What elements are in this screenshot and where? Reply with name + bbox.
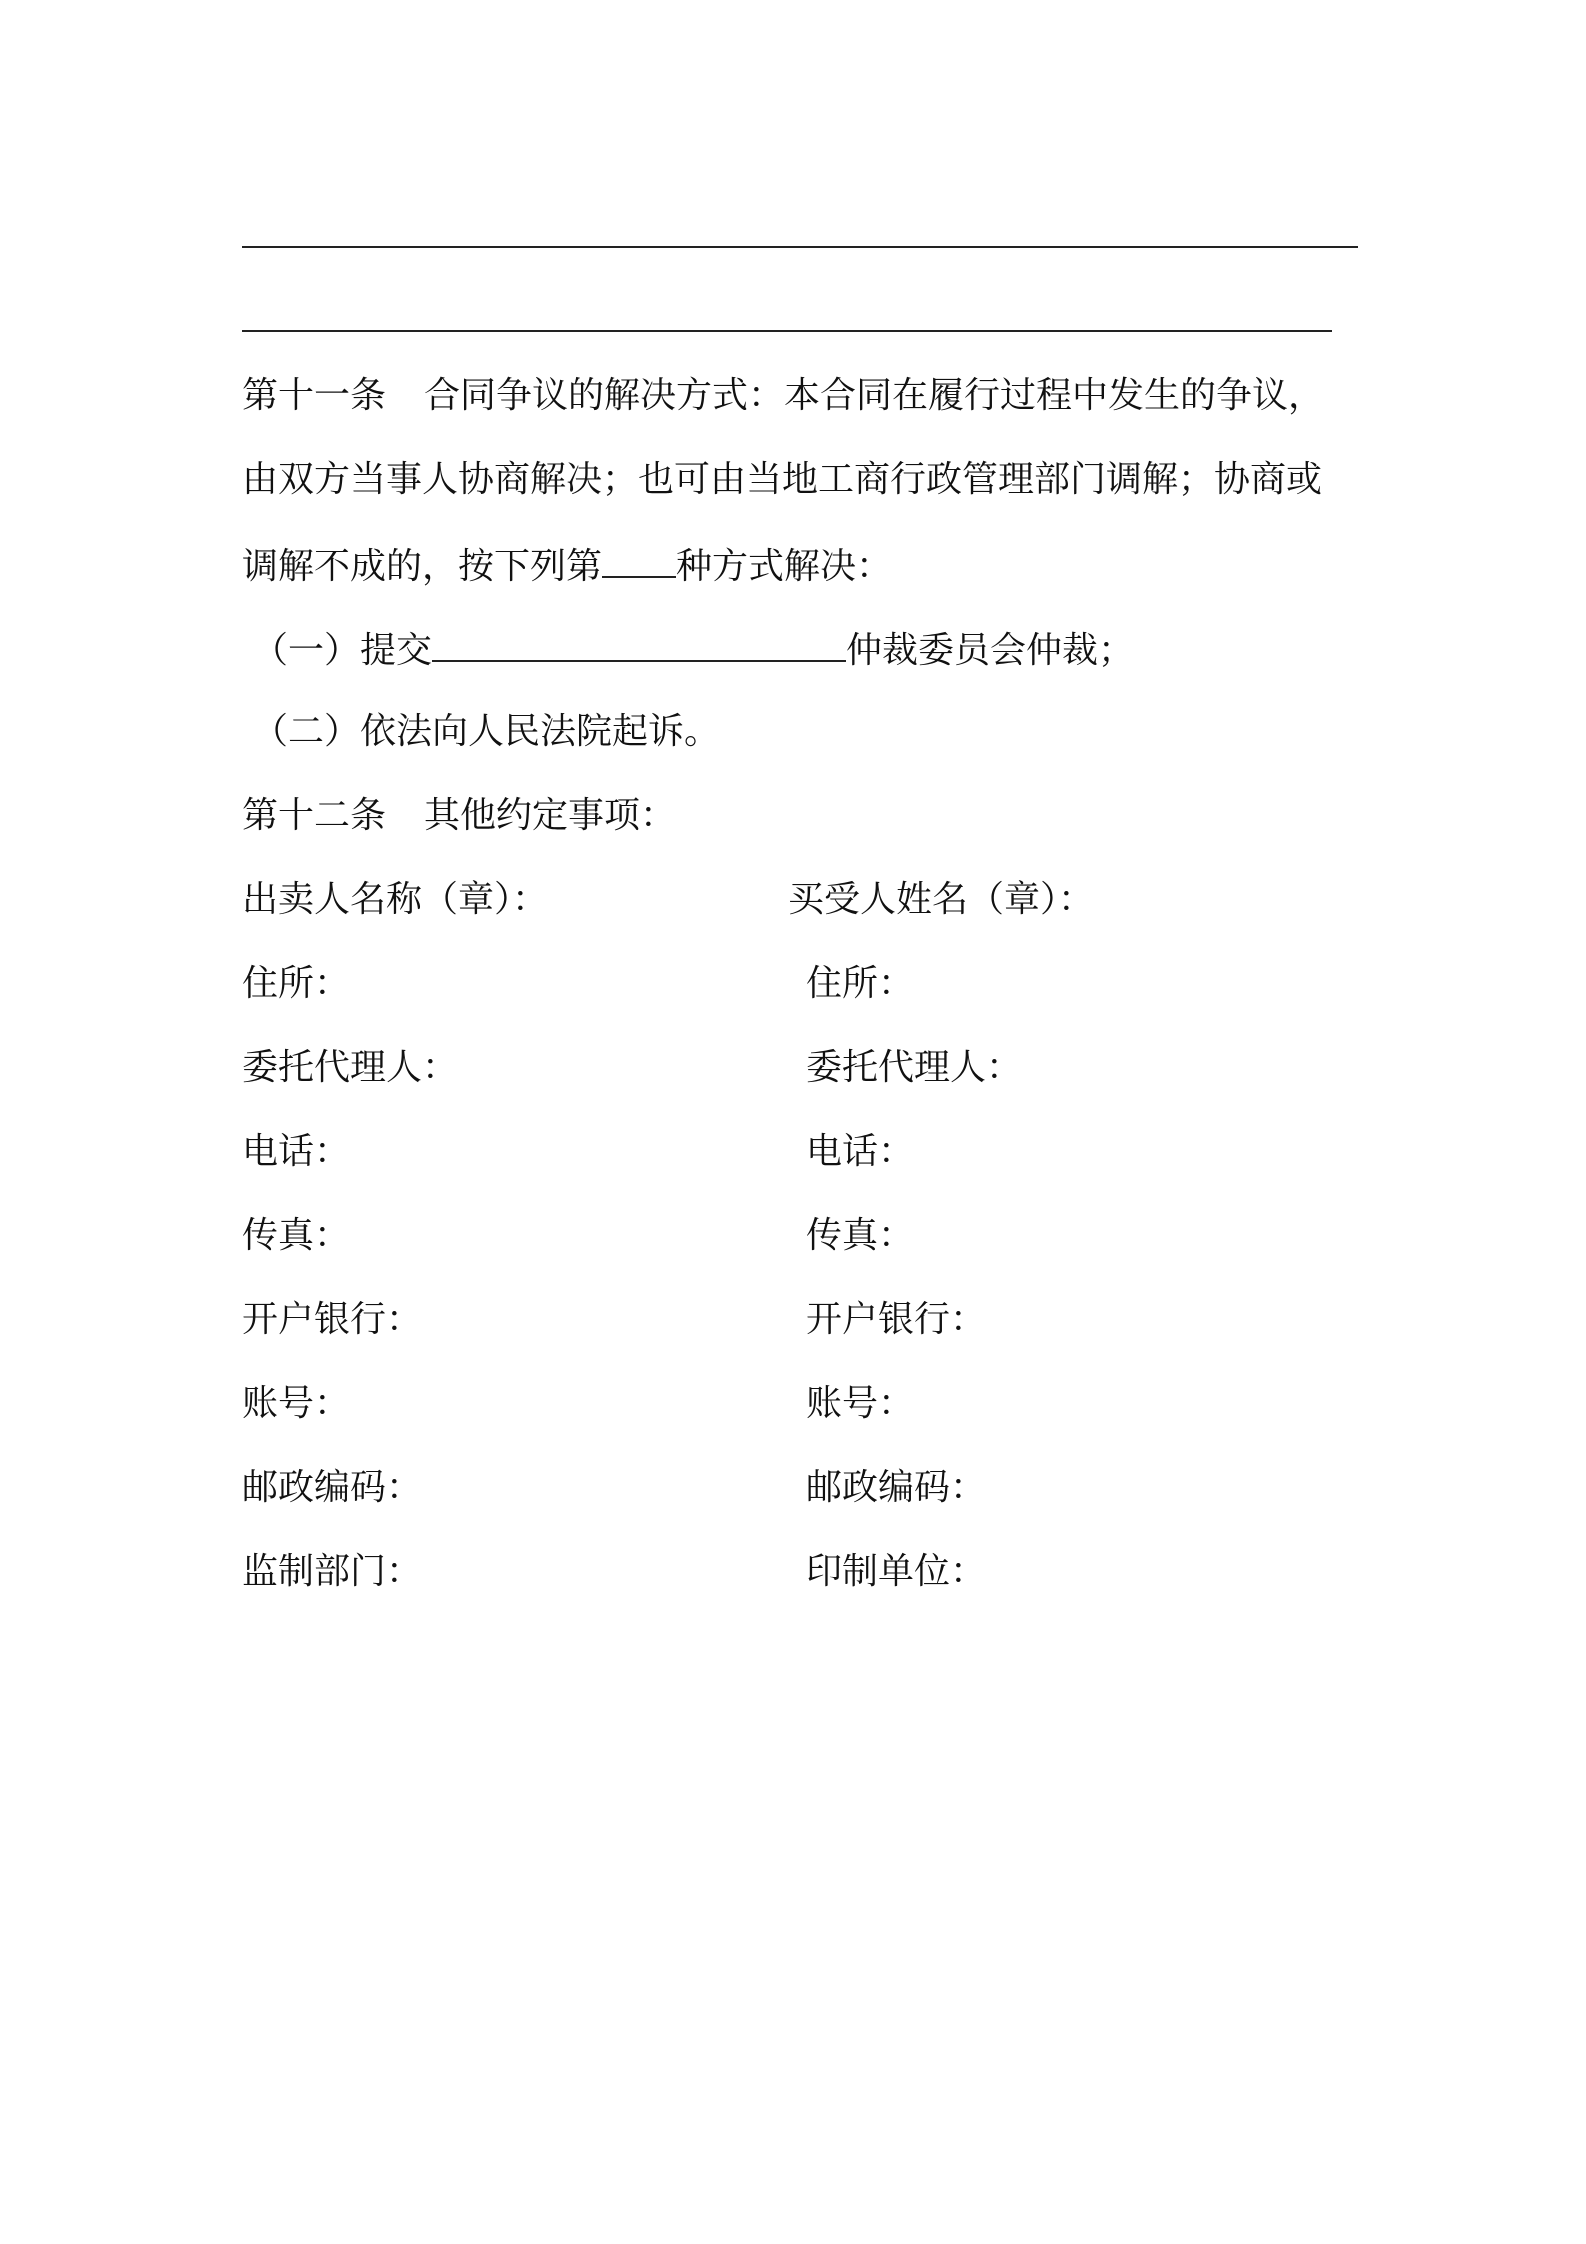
buyer-address-label: 住所： <box>806 963 915 1004</box>
article-11-heading: 第十一条 <box>242 375 387 416</box>
article-11-option-1 <box>252 626 1134 673</box>
article-11-text-3b: 种方式解决： <box>676 546 893 587</box>
seller-fax-label: 传真： <box>242 1215 351 1256</box>
seller-postcode-label: 邮政编码： <box>242 1467 423 1508</box>
buyer-bank-label: 开户银行： <box>806 1299 987 1340</box>
article-11-line-1 <box>242 374 1324 418</box>
seller-bank-label: 开户银行： <box>242 1299 423 1340</box>
seller-address-label: 住所： <box>242 963 351 1004</box>
option-1-prefix: （一）提交 <box>252 630 433 671</box>
article-11-text-1: 合同争议的解决方式：本合同在履行过程中发生的争议， <box>424 375 1325 416</box>
article-12-text: 其他约定事项： <box>424 795 677 836</box>
printer-label: 印制单位： <box>806 1551 987 1592</box>
buyer-fax-label: 传真： <box>806 1215 915 1256</box>
blank-line-1 <box>242 246 1358 248</box>
article-11-line-2 <box>242 458 1322 502</box>
article-11-line-3 <box>242 542 892 589</box>
arbitration-commission-blank[interactable] <box>432 626 846 662</box>
buyer-phone-label: 电话： <box>806 1131 915 1172</box>
method-number-blank[interactable] <box>602 542 676 578</box>
article-11-text-3a: 调解不成的，按下列第 <box>242 546 603 587</box>
article-11-text-2: 由双方当事人协商解决；也可由当地工商行政管理部门调解；协商或 <box>242 459 1323 500</box>
option-2-text: （二）依法向人民法院起诉。 <box>252 711 721 752</box>
article-11-option-2 <box>252 710 720 754</box>
buyer-agent-label: 委托代理人： <box>806 1047 1023 1088</box>
article-12-line <box>242 794 676 838</box>
seller-phone-label: 电话： <box>242 1131 351 1172</box>
option-1-suffix: 仲裁委员会仲裁； <box>846 630 1135 671</box>
buyer-postcode-label: 邮政编码： <box>806 1467 987 1508</box>
seller-name-label: 出卖人名称（章）： <box>242 879 549 920</box>
blank-line-2 <box>242 330 1332 332</box>
buyer-account-label: 账号： <box>806 1383 915 1424</box>
article-12-heading: 第十二条 <box>242 795 387 836</box>
buyer-name-label: 买受人姓名（章）： <box>788 879 1095 920</box>
seller-account-label: 账号： <box>242 1383 351 1424</box>
supervisor-label: 监制部门： <box>242 1551 423 1592</box>
seller-agent-label: 委托代理人： <box>242 1047 459 1088</box>
